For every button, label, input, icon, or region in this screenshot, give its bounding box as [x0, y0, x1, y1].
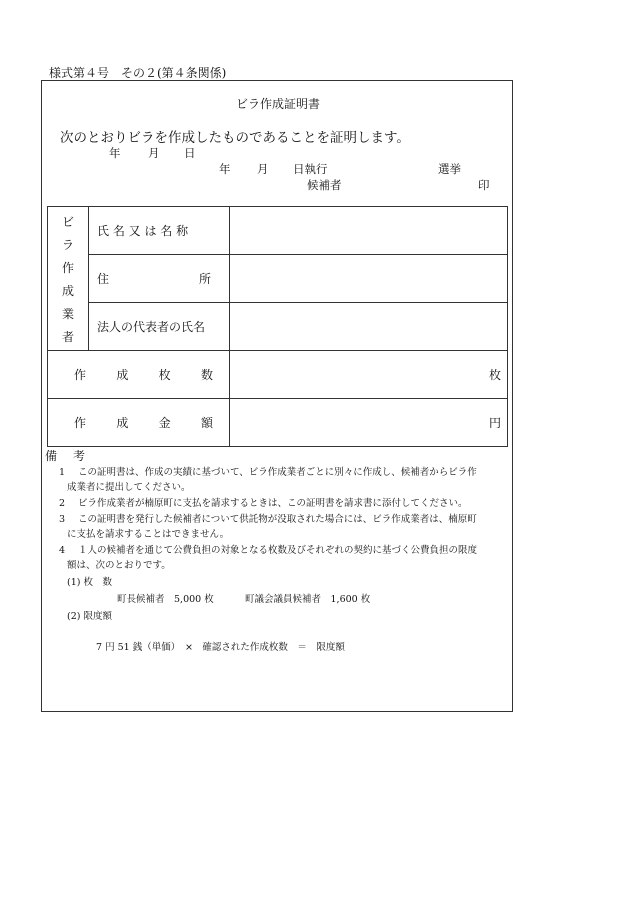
- note-1-text: この証明書は、作成の実績に基づいて、ビラ作成業者ごとに別々に作成し、候補者からビラ作: [78, 467, 477, 478]
- note-4-text-cont: 額は、次のとおりです。: [67, 560, 171, 571]
- form-number: 様式第４号 その２(第４条関係): [49, 66, 227, 80]
- name-label: 氏 名 又 は 名 称: [89, 207, 230, 255]
- subnote-limit-heading: (2) 限度額: [67, 611, 112, 622]
- note-4-number: 4: [59, 545, 66, 556]
- council-candidate-count: 町議会議員候補者 1,600 枚: [245, 594, 371, 605]
- representative-field[interactable]: [230, 303, 508, 351]
- issue-date-year: 年: [109, 146, 121, 160]
- note-3-number: 3: [59, 514, 66, 525]
- note-1-number: 1: [59, 467, 66, 478]
- address-field[interactable]: [230, 255, 508, 303]
- issue-date-month: 月: [148, 146, 160, 160]
- amount-unit: 円: [488, 416, 501, 430]
- note-1-text-cont: 成業者に提出してください。: [67, 482, 191, 493]
- count-unit: 枚: [488, 368, 501, 382]
- certificate-table: [47, 206, 508, 447]
- address-label: 住 所: [89, 255, 230, 303]
- note-2-text: ビラ作成業者が楠原町に支払を請求するときは、この証明書を請求書に添付してください。: [78, 498, 468, 509]
- count-field[interactable]: [230, 351, 508, 399]
- limit-formula: 7 円 51 銭（単価） × 確認された作成枚数 ＝ 限度額: [96, 642, 345, 653]
- maker-header: ビ ラ 作 成 業 者: [48, 207, 89, 351]
- seal-mark: 印: [478, 178, 490, 192]
- election-label: 選挙: [438, 162, 461, 176]
- note-4-text: １人の候補者を通じて公費負担の対象となる枚数及びそれぞれの契約に基づく公費負担の限度: [78, 545, 478, 556]
- election-day-executed: 日執行: [293, 162, 328, 176]
- election-month: 月: [257, 162, 269, 176]
- note-2-number: 2: [59, 498, 66, 509]
- note-3-text-cont: に支払を請求することはできません。: [67, 529, 230, 540]
- mayor-candidate-count: 町長候補者 5,000 枚: [117, 594, 214, 605]
- count-label: 作 成 枚 数: [48, 351, 230, 399]
- form-title: ビラ作成証明書: [235, 97, 320, 111]
- notes-heading: 備 考: [45, 449, 88, 463]
- subnote-count-heading: (1) 枚 数: [67, 577, 112, 588]
- issue-date-day: 日: [184, 146, 196, 160]
- amount-label: 作 成 金 額: [48, 399, 230, 447]
- election-year: 年: [219, 162, 231, 176]
- note-3-text: この証明書を発行した候補者について供託物が没取された場合には、ビラ作成業者は、楠原町: [78, 514, 477, 525]
- representative-label: 法人の代表者の氏名: [89, 303, 230, 351]
- amount-field[interactable]: [230, 399, 508, 447]
- name-field[interactable]: [230, 207, 508, 255]
- certification-statement: 次のとおりビラを作成したものであることを証明します。: [60, 130, 410, 146]
- candidate-label: 候補者: [307, 178, 342, 192]
